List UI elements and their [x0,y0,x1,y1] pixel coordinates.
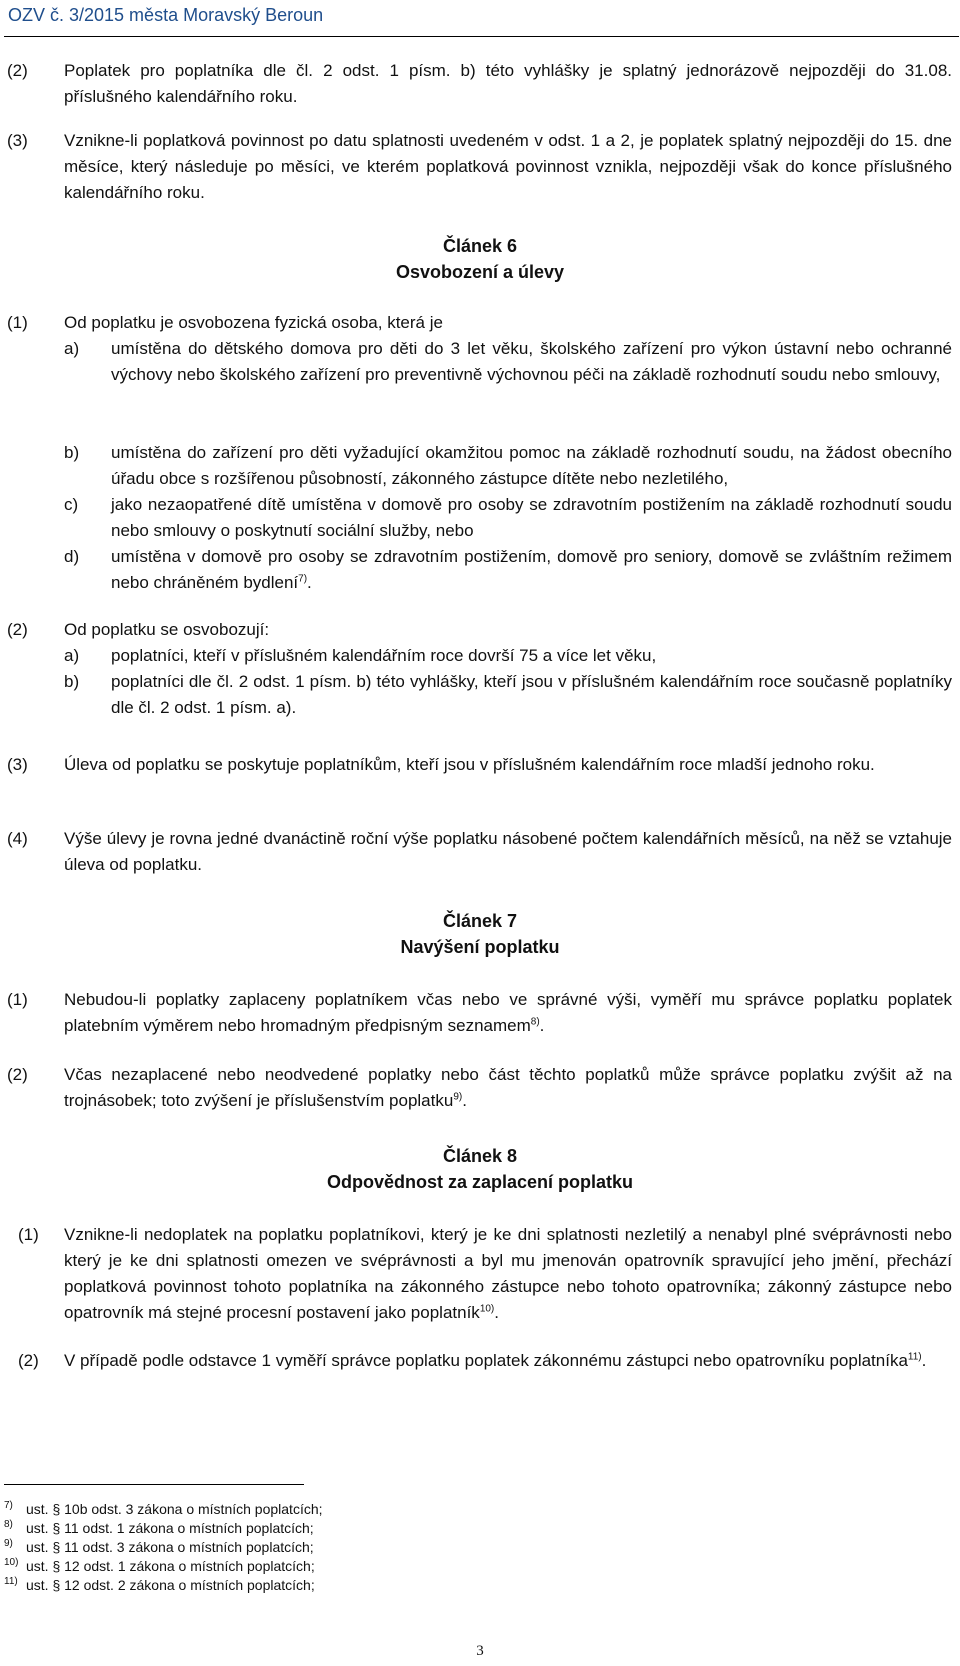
footnote-ref-8: 8) [530,1016,540,1028]
footnote-text: ust. § 10b odst. 3 zákona o místních poplatcích; [26,1501,323,1517]
article-6-title: Osvobození a úlevy [395,262,565,282]
paragraph-number: (2) [7,1065,28,1084]
paragraph-text [64,1062,952,1114]
list-item-a [0,643,952,669]
list-item-a [0,336,952,440]
paragraph-text-body: V případě podle odstavce 1 vyměří správce poplatku poplatek zákonnému zástupci nebo opatrovníku poplatníka [64,1351,908,1370]
footnote-text: ust. § 11 odst. 3 zákona o místních poplatcích; [26,1539,314,1555]
paragraph-text: Od poplatku se osvobozují: [64,620,270,639]
paragraph-text: Vznikne-li poplatková povinnost po datu splatnosti uvedeném v odst. 1 a 2, je poplatek splatný nejpozději do 15. dne měsíce, který následuje po měsíci, ve kterém poplatková povinnost vznikla, nejpozději však do konce příslušného kalendářního roku. [64,131,952,202]
item-letter: b) [64,672,80,691]
footnote-mark: 7) [4,1500,13,1511]
footnote-text: ust. § 11 odst. 1 zákona o místních poplatcích; [26,1520,314,1536]
paragraph-number: (2) [7,620,28,639]
article-7-paragraph-2 [0,1062,952,1114]
article-6-paragraph-2 [0,617,952,643]
paragraph-text-end: . [462,1091,467,1110]
paragraph-number: (4) [7,829,28,848]
article-7-heading: Článek 7 [442,911,518,931]
footnote-divider [4,1484,304,1485]
paragraph-text: Od poplatku je osvobozena fyzická osoba, která je [64,313,443,332]
article-6-paragraph-4 [0,826,952,878]
paragraph-text: Poplatek pro poplatníka dle čl. 2 odst. 1 písm. b) této vyhlášky je splatný jednorázově nejpozději do 31.08. příslušného kalendářního roku. [64,61,952,106]
footnote-text: ust. § 12 odst. 1 zákona o místních poplatcích; [26,1558,315,1574]
item-text [111,544,952,596]
paragraph-3-late-obligation [0,128,952,206]
item-letter: d) [64,547,80,566]
page-header [4,0,959,37]
item-text: poplatníci dle čl. 2 odst. 1 písm. b) této vyhlášky, kteří jsou v příslušném kalendářním roce současně poplatníky dle čl. 2 odst. 1 písm. a). [111,672,952,717]
list-item-d [0,544,952,596]
article-6-heading: Článek 6 [442,236,518,256]
paragraph-2-payment-due [0,58,952,110]
article-7-paragraph-1 [0,987,952,1039]
list-item-c [0,492,952,544]
footnote-mark: 11) [4,1576,18,1587]
article-8-paragraph-1 [0,1222,952,1326]
article-8-title: Odpovědnost za zaplacení poplatku [326,1172,634,1192]
paragraph-text-end: . [921,1351,927,1370]
footnote-mark: 8) [4,1519,13,1530]
article-6-paragraph-1 [0,310,952,336]
article-8-heading: Článek 8 [442,1146,518,1166]
footnote-ref-11: 11) [907,1351,922,1363]
article-8-paragraph-2 [0,1348,952,1400]
paragraph-text-body: Vznikne-li nedoplatek na poplatku poplatníkovi, který je ke dni splatnosti nezletilý a nenabyl plné svéprávnosti nebo který je ke dni splatnosti omezen ve svéprávnosti a byl mu jmenován opatrovník spravující jeho jmění, přechází poplatková povinnost tohoto poplatníka na zákonného zástupce nebo tohoto opatrovníka; zákonný zástupce nebo opatrovník má stejné procesní postavení jako poplatník [64,1225,952,1322]
footnote-ref-9: 9) [453,1091,463,1103]
paragraph-number: (2) [18,1351,39,1370]
paragraph-number: (1) [7,313,28,332]
item-text: umístěna do dětského domova pro děti do 3 let věku, školského zařízení pro výkon ústavní nebo ochranné výchovy nebo školského zařízení pro preventivně výchovnou péči na základě rozhodnutí soudu nebo smlouvy, [111,339,952,384]
item-text: jako nezaopatřené dítě umístěna v domově pro osoby se zdravotním postižením na základě rozhodnutí soudu nebo smlouvy o poskytnutí sociální služby, nebo [111,495,952,540]
article-6-paragraph-3 [0,752,952,804]
paragraph-number: (3) [7,755,28,774]
item-letter: b) [64,443,80,462]
footnote-ref-7: 7) [298,573,308,585]
paragraph-text: Výše úlevy je rovna jedné dvanáctině roční výše poplatku násobené počtem kalendářních měsíců, na něž se vztahuje úleva od poplatku. [64,829,952,874]
paragraph-number: (3) [7,131,28,150]
document-title: OZV č. 3/2015 města Moravský Beroun [8,5,324,25]
paragraph-text [64,1222,952,1326]
item-text: poplatníci, kteří v příslušném kalendářním roce dovrší 75 a více let věku, [111,646,657,665]
item-letter: c) [64,495,79,514]
footnote-text: ust. § 12 odst. 2 zákona o místních poplatcích; [26,1577,315,1593]
paragraph-text-body: Nebudou-li poplatky zaplaceny poplatníkem včas nebo ve správné výši, vyměří mu správce poplatku poplatek platebním výměrem nebo hromadným předpisným seznamem [64,990,952,1035]
paragraph-text-end: . [539,1016,545,1035]
paragraph-text: Úleva od poplatku se poskytuje poplatníkům, kteří jsou v příslušném kalendářním roce mladší jednoho roku. [64,755,875,774]
paragraph-number: (1) [18,1225,39,1244]
footnote-ref-10: 10) [479,1303,495,1315]
article-7-title: Navýšení poplatku [400,937,560,957]
page-number: 3 [476,1643,484,1659]
paragraph-text [64,987,952,1039]
footnote-mark: 9) [4,1538,13,1549]
paragraph-number: (2) [7,61,28,80]
item-text: umístěna do zařízení pro děti vyžadující okamžitou pomoc na základě rozhodnutí soudu, na žádost obecního úřadu obce s rozšířenou působností, zákonného zástupce dítěte nebo nezletilého, [111,443,952,488]
item-letter: a) [64,646,80,665]
paragraph-text-end: . [494,1303,499,1322]
list-item-b [0,669,952,721]
list-item-b [0,440,952,492]
footnote-mark: 10) [4,1557,19,1568]
item-text-end: . [307,573,312,592]
item-letter: a) [64,339,80,358]
paragraph-text [64,1348,952,1374]
paragraph-number: (1) [7,990,28,1009]
paragraph-text-body: Včas nezaplacené nebo neodvedené poplatky nebo část těchto poplatků může správce poplatku zvýšit až na trojnásobek; toto zvýšení je příslušenstvím poplatku [64,1065,952,1110]
item-text-body: umístěna v domově pro osoby se zdravotním postižením, domově pro seniory, domově se zvláštním režimem nebo chráněném bydlení [111,547,952,592]
